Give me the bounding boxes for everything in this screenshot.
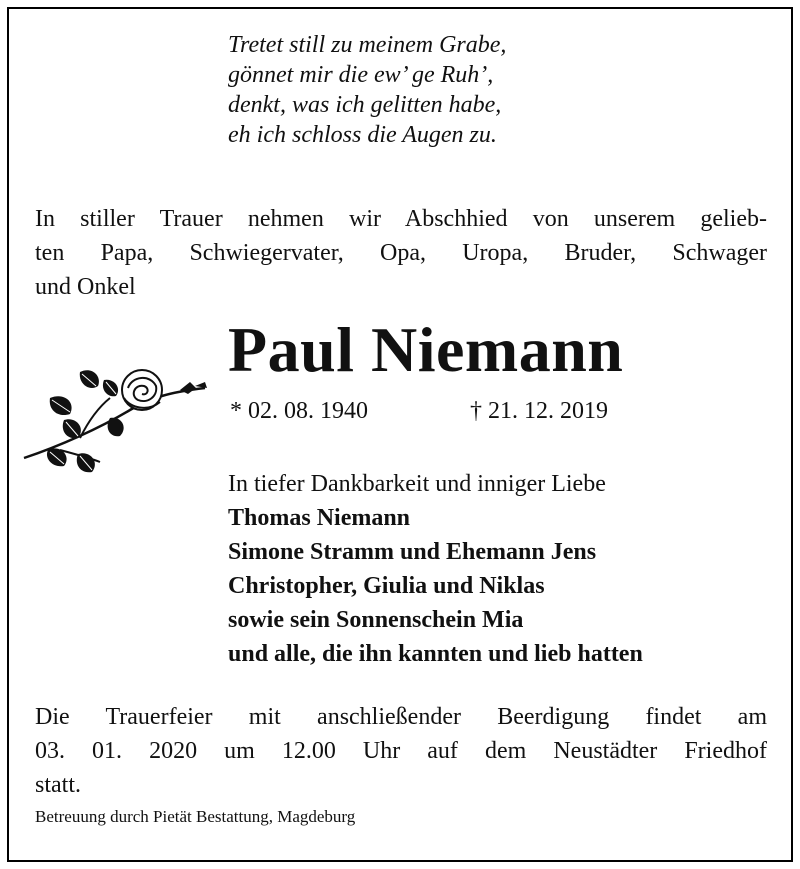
intro-line: ten Papa, Schwiegervater, Opa, Uropa, Bruder, Schwager <box>35 240 767 266</box>
mourners-intro: In tiefer Dankbarkeit und inniger Liebe <box>228 471 606 497</box>
ceremony-line: statt. <box>35 772 81 798</box>
mourner-name: und alle, die ihn kannten und lieb hatten <box>228 641 643 667</box>
funeral-home-credit: Betreuung durch Pietät Bestattung, Magdeburg <box>35 807 356 826</box>
mourner-name: sowie sein Sonnenschein Mia <box>228 607 524 633</box>
intro-line: und Onkel <box>35 274 136 300</box>
mourner-name: Christopher, Giulia und Niklas <box>228 573 545 599</box>
poem-line: Tretet still zu meinem Grabe, <box>228 32 507 58</box>
ceremony-line: 03. 01. 2020 um 12.00 Uhr auf dem Neustädter Friedhof <box>35 738 767 764</box>
mourner-name: Thomas Niemann <box>228 505 411 531</box>
deceased-name: Paul Niemann <box>228 314 624 385</box>
poem-line: eh ich schloss die Augen zu. <box>228 122 497 148</box>
intro-line: In stiller Trauer nehmen wir Abschhied von unserem gelieb- <box>35 206 767 232</box>
poem-line: denkt, was ich gelitten habe, <box>228 92 502 118</box>
ceremony-info <box>35 700 767 802</box>
memorial-poem <box>228 30 648 150</box>
poem-line: gönnet mir die ew’ ge Ruh’, <box>228 62 494 88</box>
mourning-intro <box>35 202 767 304</box>
birth-date: * 02. 08. 1940 <box>230 398 368 424</box>
mourner-name: Simone Stramm und Ehemann Jens <box>228 539 597 565</box>
rose-icon <box>20 358 220 478</box>
death-date: † 21. 12. 2019 <box>470 398 608 424</box>
mourners-block <box>228 467 768 671</box>
life-dates <box>230 396 730 426</box>
ceremony-line: Die Trauerfeier mit anschließender Beerdigung findet am <box>35 704 767 730</box>
